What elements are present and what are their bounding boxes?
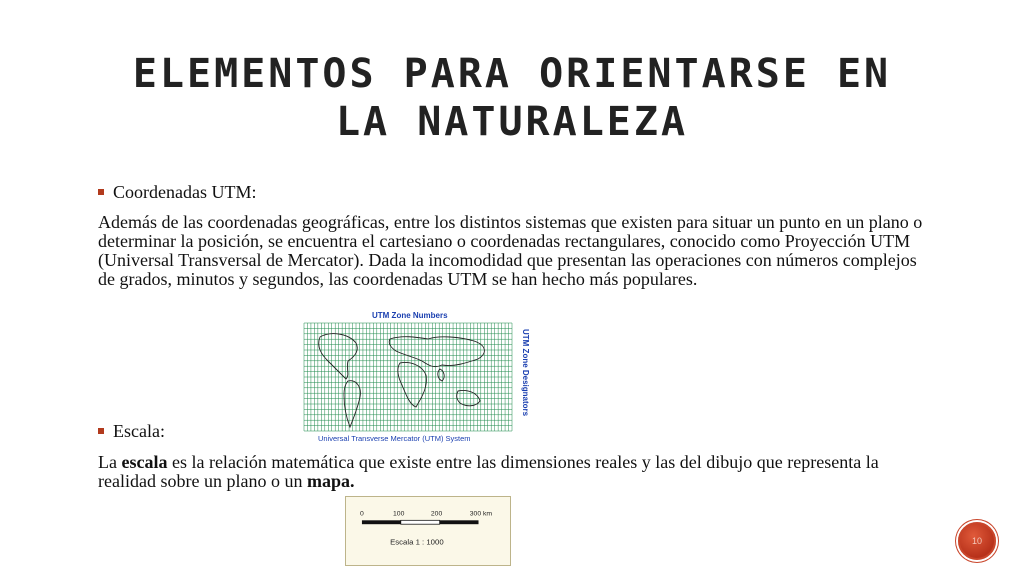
scale-tick-300: 300 km <box>469 510 493 518</box>
page-number: 10 <box>971 536 982 546</box>
scale-tick-200: 200 <box>430 510 443 518</box>
paragraph-escala-text-1: La <box>98 452 122 472</box>
scale-tick-0: 0 <box>360 510 364 518</box>
paragraph-escala <box>98 453 928 491</box>
utm-side-label: UTM Zone Designators <box>521 329 530 417</box>
utm-grid <box>304 323 512 431</box>
paragraph-escala-text-2: es la relación matemática que existe entre las dimensiones reales y las del dibujo que representa la realidad sobre un plano o un <box>98 452 879 491</box>
scale-bar <box>362 520 479 524</box>
bullet-escala-label: Escala: <box>113 421 165 441</box>
bullet-square-icon <box>98 189 104 195</box>
slide-title: ELEMENTOS PARA ORIENTARSE EN LA NATURALEZA <box>132 51 892 145</box>
paragraph-escala-bold-escala: escala <box>121 452 168 472</box>
paragraph-utm: Además de las coordenadas geográficas, entre los distintos sistemas que existen para situar un punto en un plano o determinar la posición, se encuentra el cartesiano o coordenadas rectangulares, conocido como Proyección UTM (Universal Transversal de Mercator). Dada la incomodidad que presentan las operaciones con números complejos de grados, minutos y segundos, las coordenadas UTM se han hecho más populares. <box>98 212 923 289</box>
page-number-badge[interactable] <box>958 522 996 560</box>
bullet-square-icon <box>98 428 104 434</box>
bullet-escala <box>98 420 165 442</box>
utm-bottom-label: Universal Transverse Mercator (UTM) System <box>318 434 471 443</box>
scale-tick-100: 100 <box>393 510 405 518</box>
paragraph-escala-bold-mapa: mapa. <box>306 471 355 491</box>
scale-bar-image <box>345 496 511 566</box>
bullet-coordenadas <box>98 181 256 203</box>
utm-top-label: UTM Zone Numbers <box>372 311 448 320</box>
scale-caption: Escala 1 : 1000 <box>390 537 444 547</box>
utm-zone-map-image <box>290 309 532 447</box>
bullet-coordenadas-label: Coordenadas UTM: <box>113 182 257 202</box>
